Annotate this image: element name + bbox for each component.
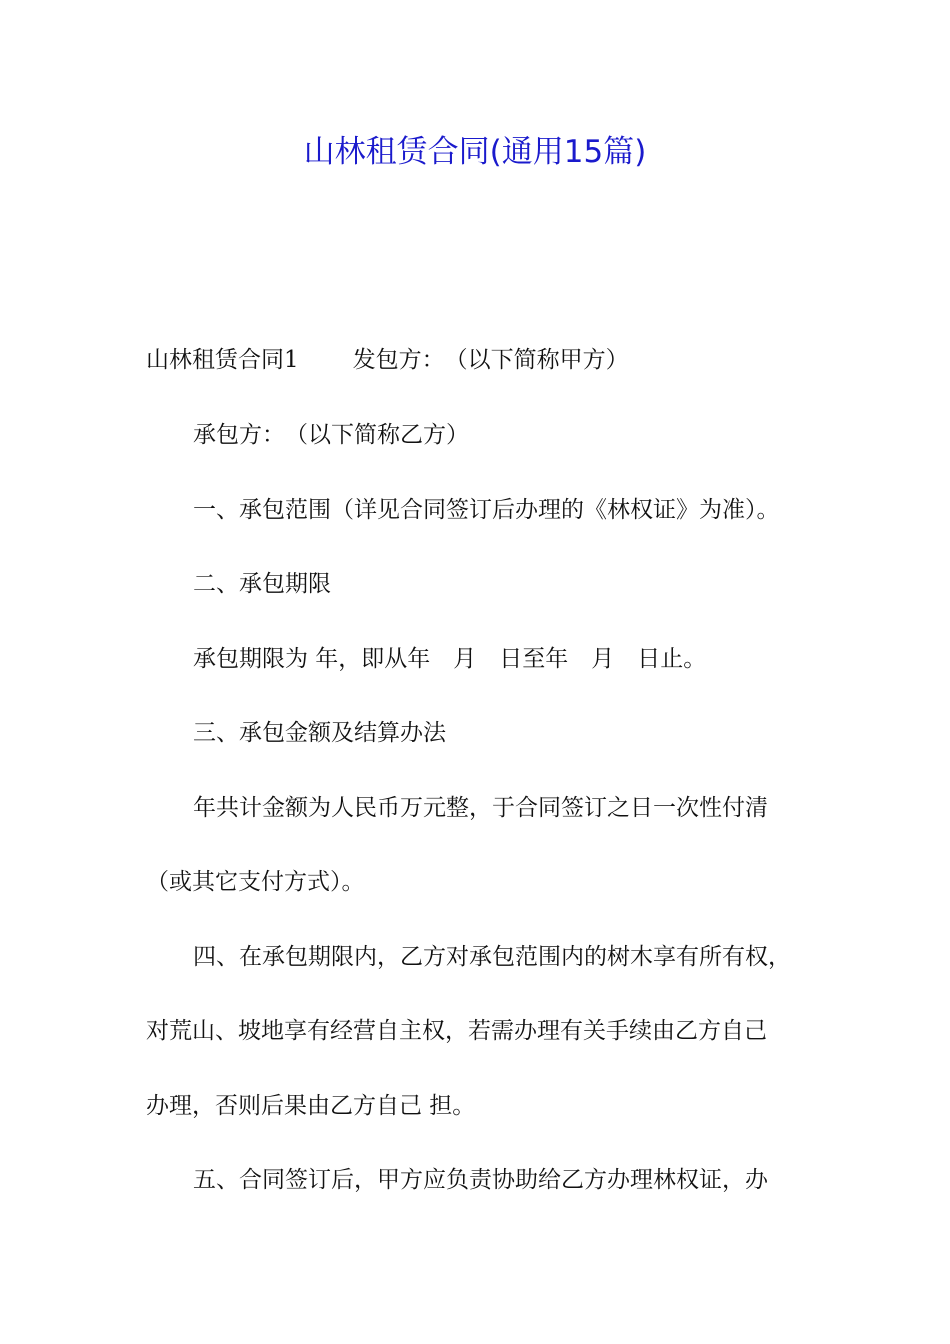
clause-4-line-2: 对荒山、坡地享有经营自主权，若需办理有关手续由乙方自己: [146, 1018, 767, 1044]
clause-3-heading: 三、承包金额及结算办法: [193, 720, 446, 746]
clause-3-amount: 年共计金额为人民币万元整，于合同签订之日一次性付清: [193, 795, 768, 821]
clause-5-line-1: 五、合同签订后，甲方应负责协助给乙方办理林权证，办: [193, 1167, 768, 1193]
party-b-line: 承包方： （以下简称乙方）: [193, 422, 469, 448]
contract-heading-label: 山林租赁合同1: [146, 347, 299, 373]
clause-4-line-3: 办理，否则后果由乙方自己 担。: [146, 1093, 476, 1119]
clause-2-term: 承包期限为 年，即从年 月 日至年 月 日止。: [193, 646, 707, 672]
clause-3-amount-cont: （或其它支付方式）。: [146, 869, 365, 895]
clause-1-scope: 一、承包范围（详见合同签订后办理的《林权证》为准）。: [193, 497, 780, 523]
clause-4-line-1: 四、在承包期限内，乙方对承包范围内的树木享有所有权，: [193, 944, 791, 970]
party-a-line: 发包方： （以下简称甲方）: [352, 347, 629, 373]
document-title: 山林租赁合同(通用15篇): [303, 134, 647, 170]
clause-2-heading: 二、承包期限: [193, 571, 331, 597]
first-line: [146, 340, 629, 380]
